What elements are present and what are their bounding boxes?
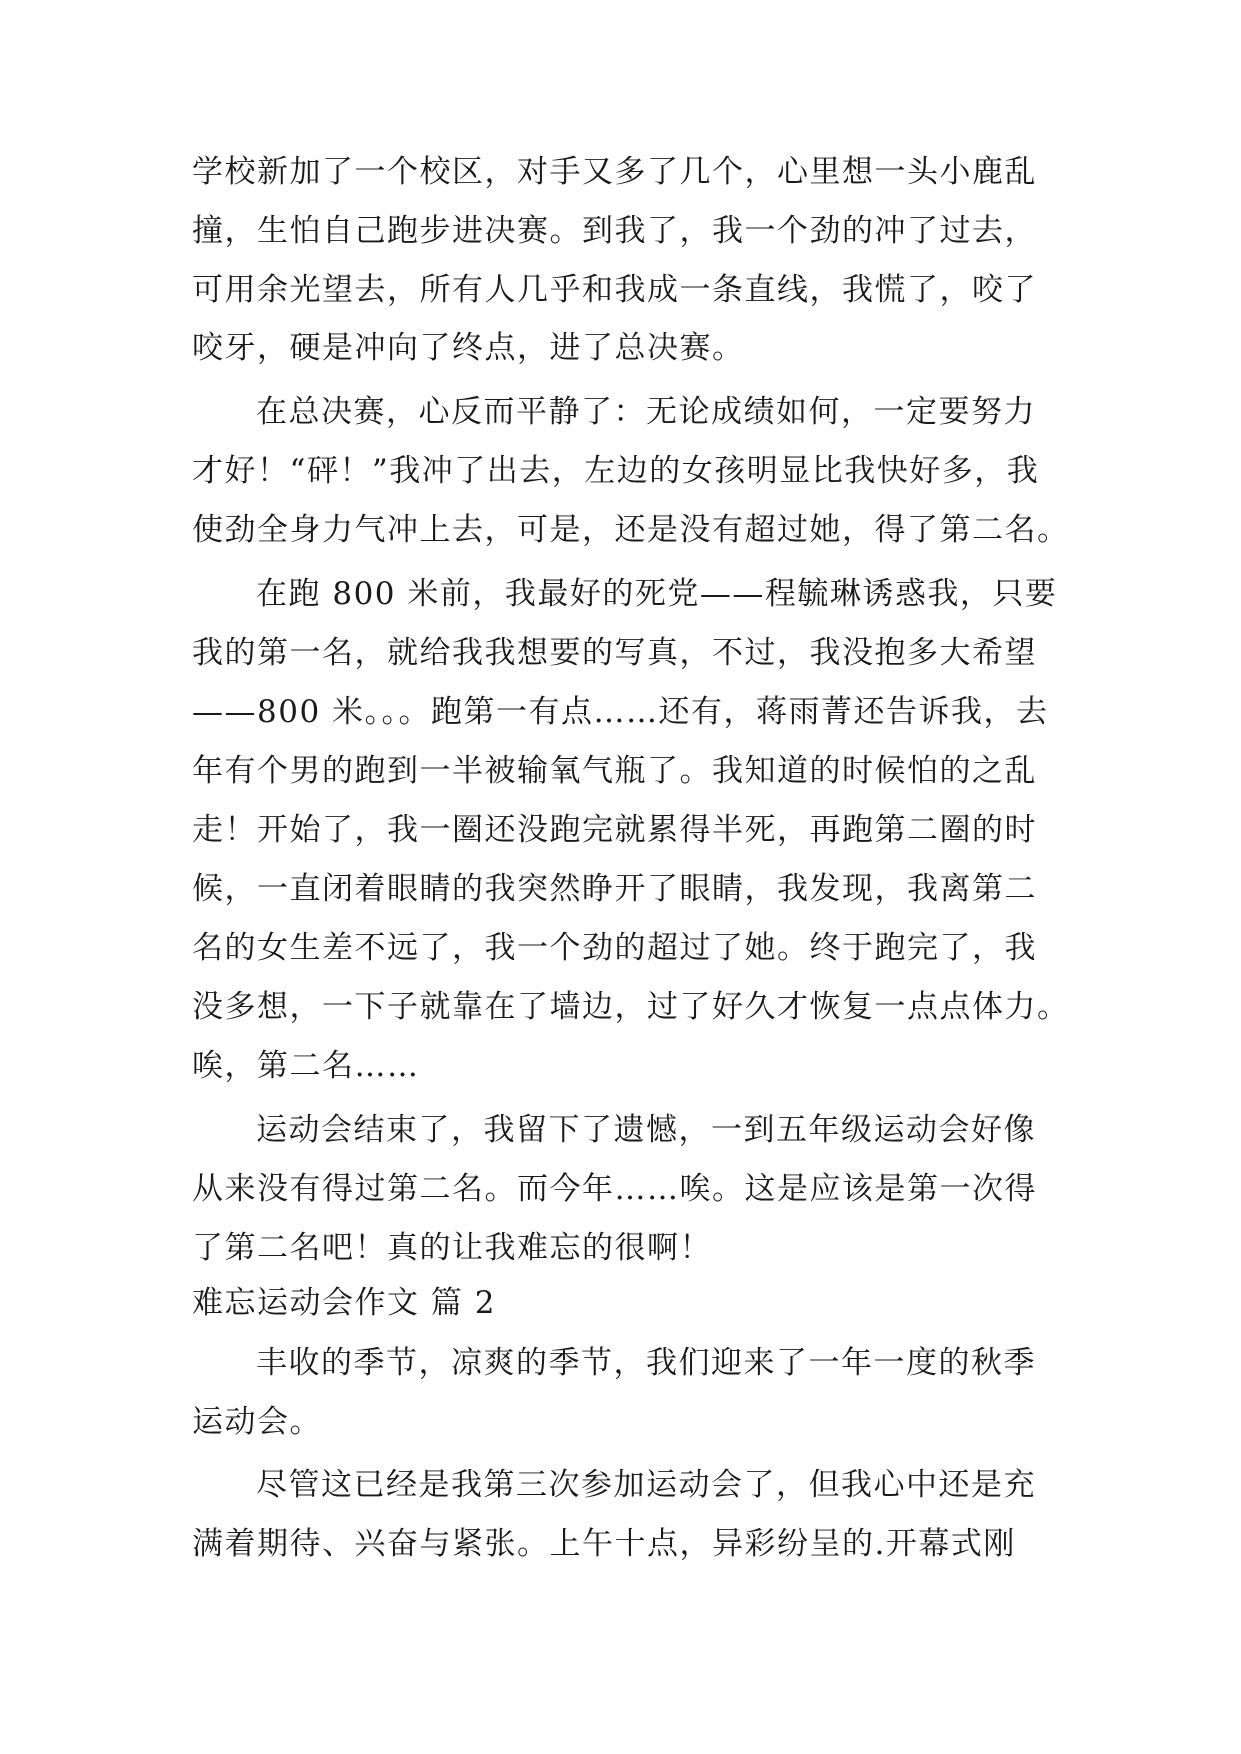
text-line: 可用余光望去，所有人几乎和我成一条直线，我慌了，咬了 [192,272,1037,308]
paragraph-start-line: 在总决赛，心反而平静了：无论成绩如何，一定要努力 [256,394,1036,430]
text-line: 唉，第二名…… [192,1048,420,1084]
text-line: 候，一直闭着眼睛的我突然睁开了眼睛，我发现，我离第二 [192,871,1037,907]
paragraph-start-line: 尽管这已经是我第三次参加运动会了，但我心中还是充 [256,1467,1036,1503]
text-line: 年有个男的跑到一半被输氧气瓶了。我知道的时候怕的之乱 [192,753,1037,789]
text-line: 咬牙，硬是冲向了终点，进了总决赛。 [192,330,745,366]
text-line: 名的女生差不远了，我一个劲的超过了她。终于跑完了，我 [192,930,1037,966]
paragraph-start-line: 运动会结束了，我留下了遗憾，一到五年级运动会好像 [256,1112,1036,1148]
paragraph-start-line: 丰收的季节，凉爽的季节，我们迎来了一年一度的秋季 [256,1345,1036,1381]
text-line: 使劲全身力气冲上去，可是，还是没有超过她，得了第二名。 [192,512,1070,548]
text-line: 没多想，一下子就靠在了墙边，过了好久才恢复一点点体力。 [192,989,1070,1025]
text-line: 了第二名吧！真的让我难忘的很啊！ [192,1230,712,1266]
text-line: 学校新加了一个校区，对手又多了几个，心里想一头小鹿乱 [192,154,1037,190]
text-line: 走！开始了，我一圈还没跑完就累得半死，再跑第二圈的时 [192,812,1037,848]
text-line: ——800 米。。。跑第一有点……还有，蒋雨菁还告诉我，去 [192,694,1049,730]
section-heading: 难忘运动会作文 篇 2 [192,1285,496,1321]
text-line: 从来没有得过第二名。而今年……唉。这是应该是第一次得 [192,1171,1037,1207]
text-line: 满着期待、兴奋与紧张。上午十点，异彩纷呈的.开幕式刚 [192,1526,1016,1562]
text-line: 才好！“砰！”我冲了出去，左边的女孩明显比我快好多，我 [192,453,1040,489]
paragraph-start-line: 在跑 800 米前，我最好的死党——程毓琳诱惑我，只要 [256,576,1058,612]
text-line: 我的第一名，就给我我想要的写真，不过，我没抱多大希望 [192,635,1037,671]
text-line: 运动会。 [192,1404,322,1440]
text-line: 撞，生怕自己跑步进决赛。到我了，我一个劲的冲了过去， [192,213,1037,249]
